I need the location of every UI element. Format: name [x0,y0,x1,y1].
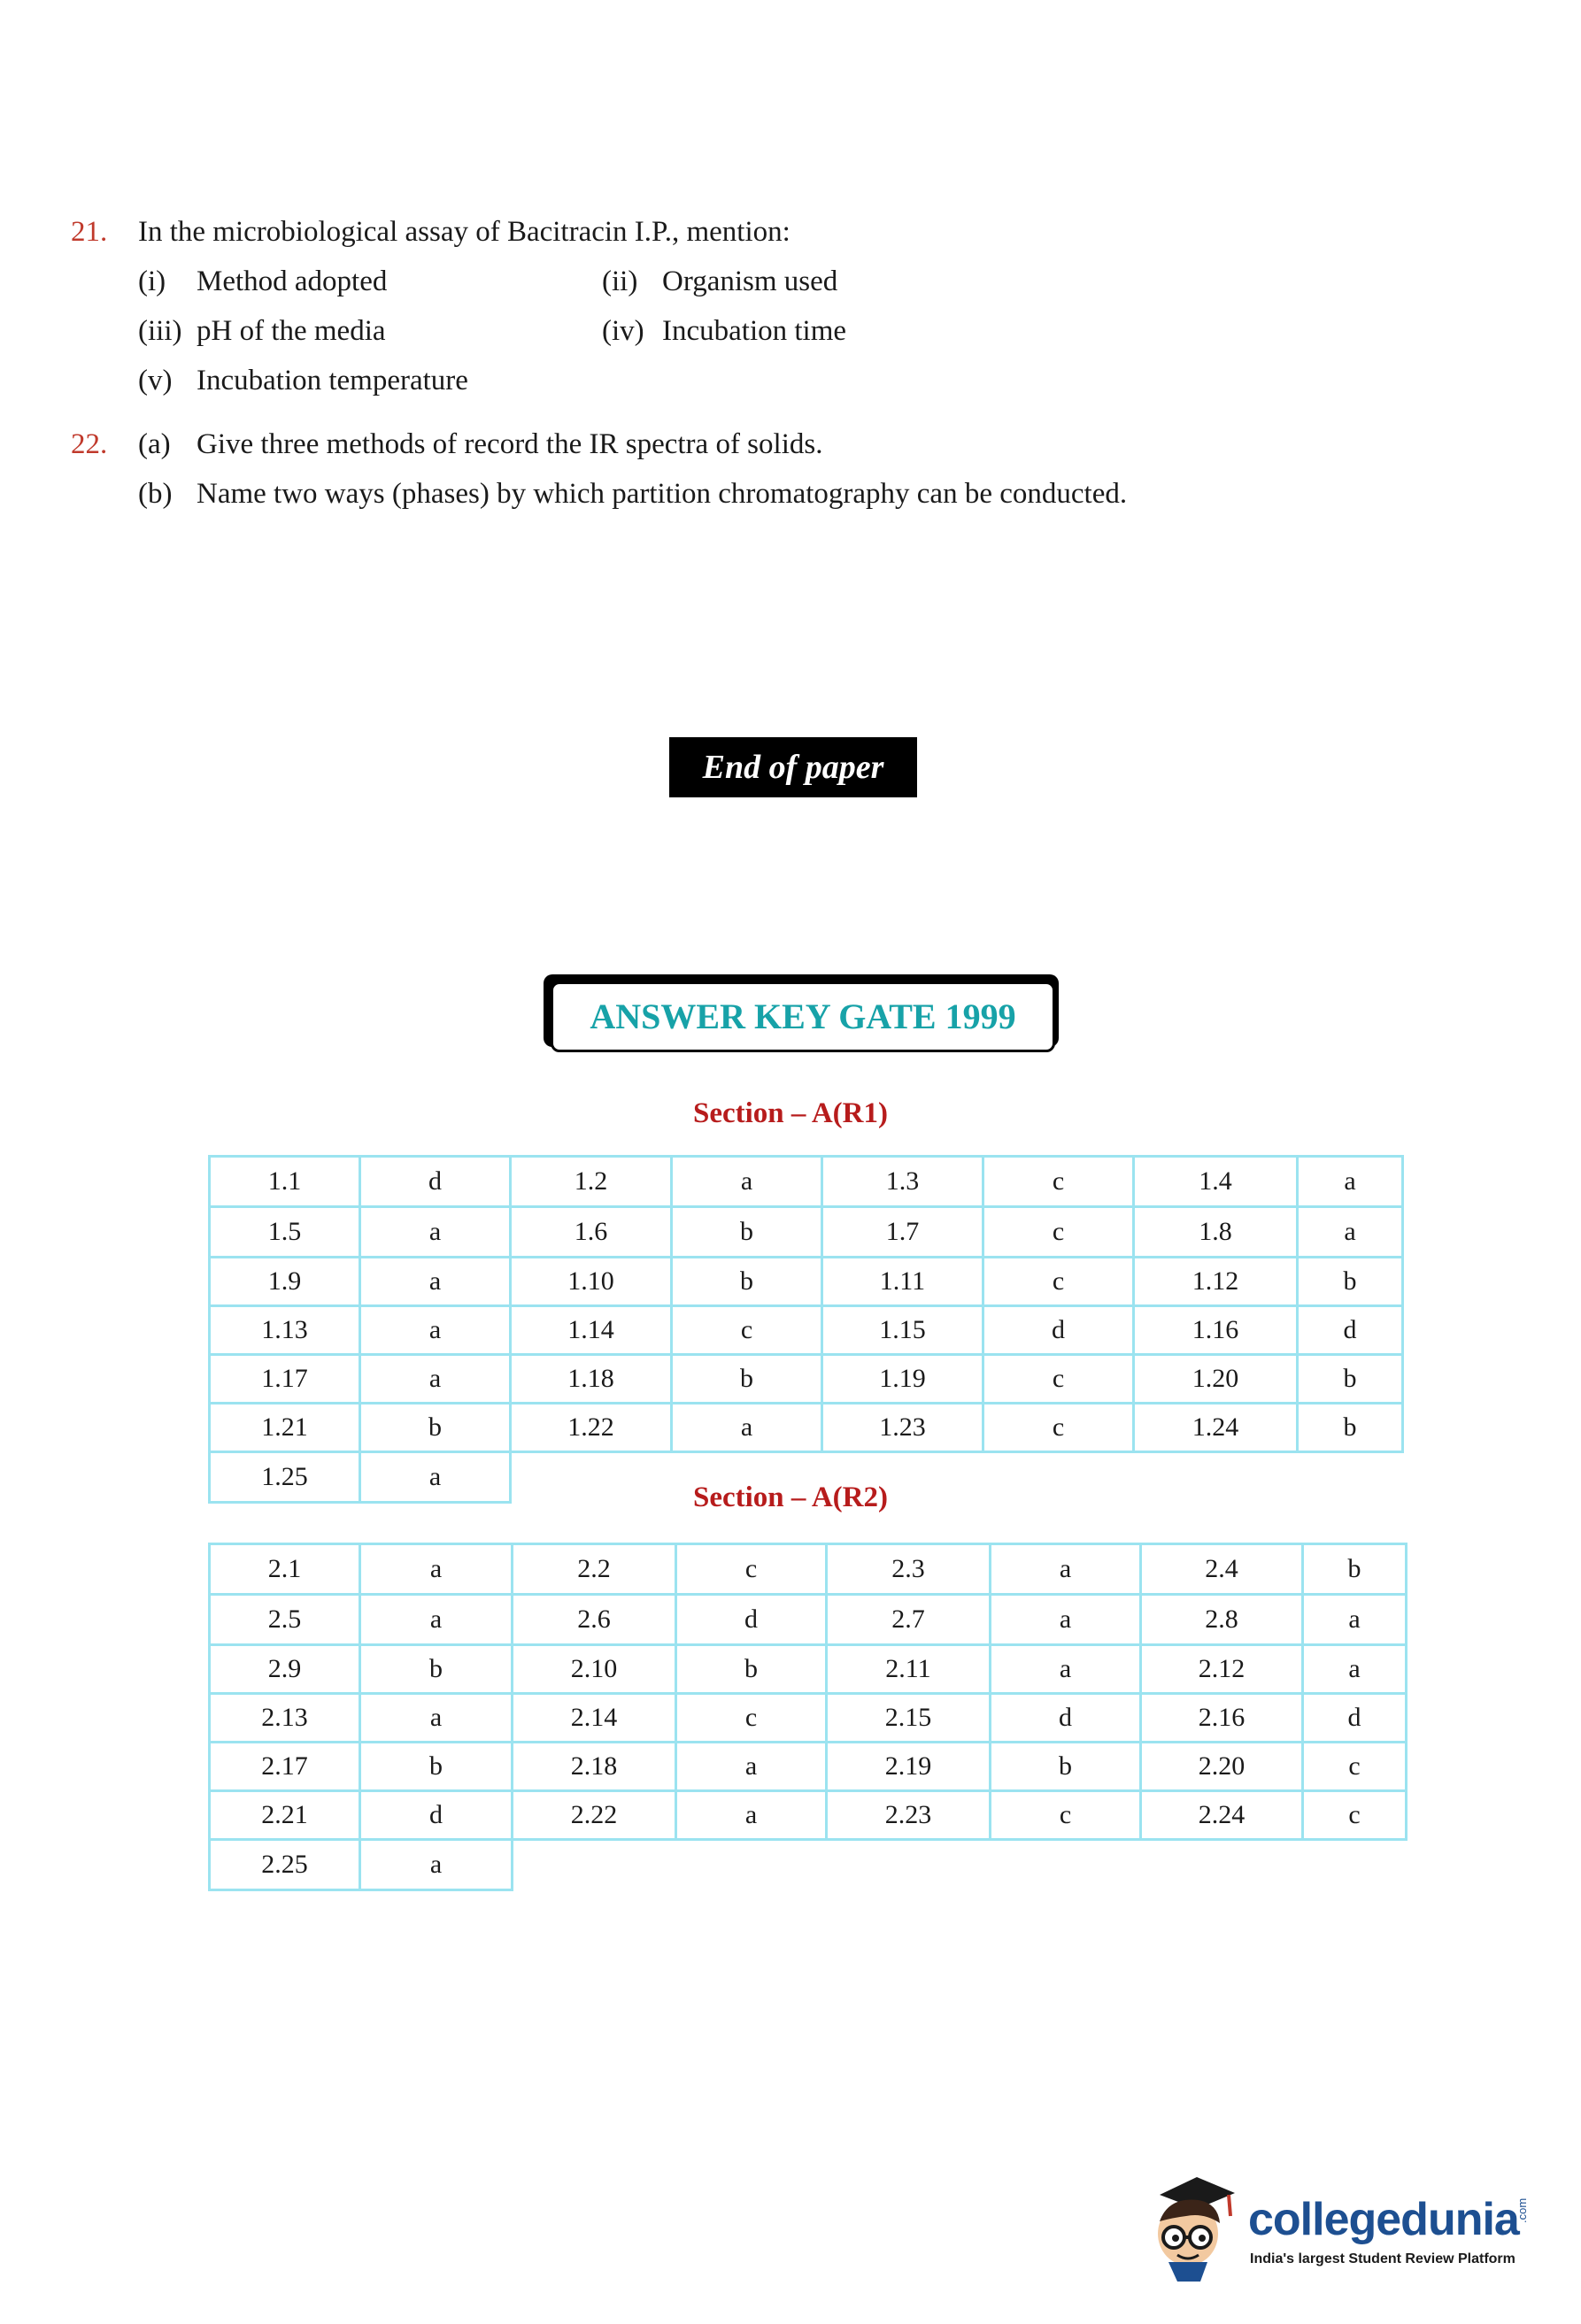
answer-cell: a [360,1207,511,1258]
table-row [210,1694,1407,1743]
empty-cell [1298,1452,1403,1503]
question-id-cell: 1.11 [822,1258,983,1306]
empty-cell [676,1840,827,1890]
question-id-cell: 2.11 [827,1645,991,1694]
question-id-cell: 2.9 [210,1645,360,1694]
question-id-cell: 2.24 [1141,1791,1303,1840]
question-id-cell: 2.10 [513,1645,676,1694]
answer-cell: b [672,1258,822,1306]
answer-cell: c [983,1355,1134,1404]
answer-cell: a [360,1306,511,1355]
question-text: In the microbiological assay of Bacitracin I.P., mention: [138,216,790,248]
question-id-cell: 2.20 [1141,1743,1303,1791]
question-id-cell: 2.18 [513,1743,676,1791]
logo-tagline: India's largest Student Review Platform [1250,2251,1515,2266]
table-row [210,1404,1403,1452]
answer-cell: d [991,1694,1141,1743]
question-id-cell: 1.23 [822,1404,983,1452]
question-22 [71,427,107,462]
question-id-cell: 1.24 [1134,1404,1298,1452]
option-text: Incubation temperature [197,365,468,396]
answer-cell: b [676,1645,827,1694]
question-id-cell: 1.22 [511,1404,672,1452]
table-row [210,1743,1407,1791]
answer-cell: d [360,1157,511,1207]
option-text: Incubation time [662,315,847,347]
question-id-cell: 2.7 [827,1595,991,1645]
answer-cell: c [1303,1743,1407,1791]
answer-cell: a [991,1544,1141,1595]
answer-cell: b [672,1355,822,1404]
answer-key-title: ANSWER KEY GATE 1999 [551,981,1055,1052]
empty-cell [1141,1840,1303,1890]
option-label: (iii) [138,315,182,347]
mascot-icon [1151,2170,1239,2285]
question-id-cell: 1.10 [511,1258,672,1306]
question-number: 22. [71,428,108,460]
question-id-cell: 2.25 [210,1840,360,1890]
answer-cell: d [676,1595,827,1645]
answer-table-r1 [208,1155,1404,1504]
answer-cell: d [360,1791,513,1840]
question-id-cell: 1.18 [511,1355,672,1404]
answer-cell: a [1298,1157,1403,1207]
answer-cell: a [360,1544,513,1595]
answer-cell: c [676,1544,827,1595]
option-label: (v) [138,365,173,396]
answer-cell: c [983,1258,1134,1306]
question-id-cell: 1.14 [511,1306,672,1355]
question-id-cell: 2.8 [1141,1595,1303,1645]
empty-cell [1134,1452,1298,1503]
option-text: pH of the media [197,315,386,347]
answer-cell: b [1298,1355,1403,1404]
question-id-cell: 2.13 [210,1694,360,1743]
question-id-cell: 1.13 [210,1306,360,1355]
empty-cell [991,1840,1141,1890]
question-id-cell: 2.16 [1141,1694,1303,1743]
question-id-cell: 1.6 [511,1207,672,1258]
answer-cell: a [991,1645,1141,1694]
question-id-cell: 1.25 [210,1452,360,1503]
question-id-cell: 1.16 [1134,1306,1298,1355]
answer-cell: a [360,1595,513,1645]
answer-cell: b [1298,1404,1403,1452]
question-id-cell: 2.1 [210,1544,360,1595]
answer-cell: a [360,1694,513,1743]
answer-cell: a [1303,1645,1407,1694]
question-id-cell: 1.21 [210,1404,360,1452]
part-text: Give three methods of record the IR spectra of solids. [197,428,823,460]
question-id-cell: 2.2 [513,1544,676,1595]
answer-cell: a [1298,1207,1403,1258]
empty-cell [827,1840,991,1890]
logo-name: collegedunia [1248,2194,1519,2245]
table-row [210,1207,1403,1258]
answer-cell: b [360,1645,513,1694]
question-id-cell: 1.4 [1134,1157,1298,1207]
question-id-cell: 1.9 [210,1258,360,1306]
question-id-cell: 1.8 [1134,1207,1298,1258]
answer-cell: a [360,1452,511,1503]
answer-cell: d [1298,1306,1403,1355]
question-id-cell: 1.2 [511,1157,672,1207]
table-row [210,1306,1403,1355]
question-id-cell: 2.12 [1141,1645,1303,1694]
answer-cell: c [1303,1791,1407,1840]
option-label: (i) [138,265,166,297]
answer-cell: b [360,1404,511,1452]
question-21 [71,214,107,250]
answer-cell: a [672,1404,822,1452]
table-row [210,1791,1407,1840]
empty-cell [513,1840,676,1890]
answer-cell: a [676,1743,827,1791]
question-id-cell: 1.20 [1134,1355,1298,1404]
answer-cell: c [983,1157,1134,1207]
option-label: (iv) [602,315,644,347]
question-number: 21. [71,216,108,248]
answer-table-r2 [208,1543,1407,1891]
logo-mascot [1151,2170,1239,2285]
table-row [210,1645,1407,1694]
part-label: (a) [138,428,171,460]
question-id-cell: 1.15 [822,1306,983,1355]
question-id-cell: 1.5 [210,1207,360,1258]
question-id-cell: 2.6 [513,1595,676,1645]
question-id-cell: 2.17 [210,1743,360,1791]
answer-cell: c [991,1791,1141,1840]
question-id-cell: 1.7 [822,1207,983,1258]
question-id-cell: 2.5 [210,1595,360,1645]
table-row [210,1595,1407,1645]
option-text: Organism used [662,265,838,297]
answer-cell: a [676,1791,827,1840]
answer-cell: b [1298,1258,1403,1306]
question-id-cell: 1.12 [1134,1258,1298,1306]
table-row [210,1544,1407,1595]
question-id-cell: 2.4 [1141,1544,1303,1595]
answer-cell: a [360,1258,511,1306]
table-row [210,1840,1407,1890]
answer-cell: d [1303,1694,1407,1743]
part-text: Name two ways (phases) by which partition chromatography can be conducted. [197,478,1128,510]
section-title-r2: Section – A(R2) [693,1481,888,1513]
question-id-cell: 2.23 [827,1791,991,1840]
section-title-r1: Section – A(R1) [693,1097,888,1129]
answer-cell: b [991,1743,1141,1791]
option-label: (ii) [602,265,638,297]
question-id-cell: 2.14 [513,1694,676,1743]
answer-cell: a [360,1355,511,1404]
question-id-cell: 1.19 [822,1355,983,1404]
end-of-paper-badge: End of paper [669,737,917,797]
answer-cell: a [672,1157,822,1207]
question-id-cell: 2.3 [827,1544,991,1595]
answer-cell: b [360,1743,513,1791]
table-row [210,1355,1403,1404]
empty-cell [983,1452,1134,1503]
question-id-cell: 2.21 [210,1791,360,1840]
question-id-cell: 1.3 [822,1157,983,1207]
table-row [210,1258,1403,1306]
option-text: Method adopted [197,265,388,297]
answer-cell: b [672,1207,822,1258]
logo-suffix: .com [1515,2197,1529,2223]
answer-cell: d [983,1306,1134,1355]
empty-cell [1303,1840,1407,1890]
question-id-cell: 1.1 [210,1157,360,1207]
question-id-cell: 2.22 [513,1791,676,1840]
answer-cell: c [983,1404,1134,1452]
answer-cell: a [991,1595,1141,1645]
question-id-cell: 1.17 [210,1355,360,1404]
question-id-cell: 2.19 [827,1743,991,1791]
answer-cell: c [983,1207,1134,1258]
question-id-cell: 2.15 [827,1694,991,1743]
answer-cell: c [676,1694,827,1743]
answer-cell: c [672,1306,822,1355]
table-row [210,1157,1403,1207]
answer-cell: a [1303,1595,1407,1645]
part-label: (b) [138,478,173,510]
answer-cell: a [360,1840,513,1890]
answer-cell: b [1303,1544,1407,1595]
